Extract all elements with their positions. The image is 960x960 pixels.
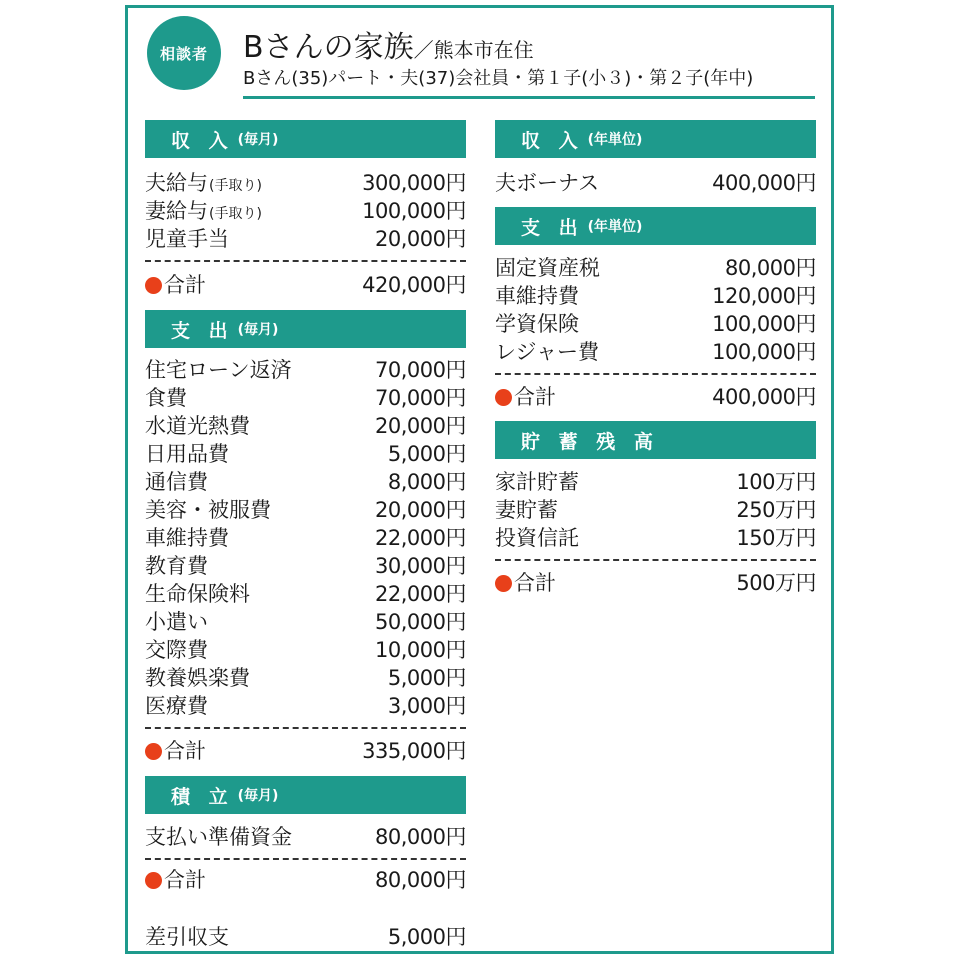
item-name: 住宅ローン返済: [145, 358, 292, 382]
item-name: 教育費: [145, 554, 208, 578]
list-item: [495, 253, 816, 281]
section-header-expense-monthly: [145, 310, 466, 348]
section-header-savings-balance: [495, 421, 816, 459]
consultant-badge: 相談者: [147, 16, 221, 90]
item-value: 20,000円: [375, 498, 466, 522]
item-name: 車維持費: [495, 284, 579, 308]
item-value: 100万円: [736, 470, 816, 494]
section-unit: (毎月): [237, 132, 279, 148]
section-unit: (年単位): [587, 132, 643, 148]
section-title: 収 入: [521, 129, 584, 152]
item-note: (手取り): [209, 178, 262, 194]
dashed-divider: [145, 727, 466, 729]
total-label: 合計: [164, 868, 206, 892]
item-value: 300,000円: [362, 171, 466, 195]
balance-label: 差引収支: [145, 925, 229, 949]
item-value: 22,000円: [375, 526, 466, 550]
total-row: [495, 568, 816, 596]
item-value: 20,000円: [375, 227, 466, 251]
list-item: [495, 495, 816, 523]
list-item: [145, 196, 466, 224]
item-value: 120,000円: [712, 284, 816, 308]
bullet-dot-icon: [495, 575, 512, 592]
item-value: 400,000円: [712, 171, 816, 195]
section-header-savings-monthly: [145, 776, 466, 814]
item-value: 100,000円: [712, 312, 816, 336]
total-label: 合計: [514, 571, 556, 595]
item-name: 投資信託: [495, 526, 579, 550]
list-item: [495, 281, 816, 309]
section-title: 支 出: [171, 319, 234, 342]
family-location: ／熊本市在住: [413, 38, 534, 62]
item-name: 固定資産税: [495, 256, 600, 280]
dashed-divider: [495, 373, 816, 375]
list-item: [145, 579, 466, 607]
item-name: 妻貯蓄: [495, 498, 558, 522]
item-value: 10,000円: [375, 638, 466, 662]
section-unit: (毎月): [237, 788, 279, 804]
family-title: [243, 22, 534, 66]
bullet-dot-icon: [145, 872, 162, 889]
section-title: 収 入: [171, 129, 234, 152]
family-name: Bさんの家族: [243, 30, 414, 65]
section-unit: (年単位): [587, 219, 643, 235]
list-item: [145, 607, 466, 635]
list-item: [145, 635, 466, 663]
total-value: 400,000円: [712, 385, 816, 409]
list-item: [145, 355, 466, 383]
list-item: [145, 439, 466, 467]
total-value: 335,000円: [362, 739, 466, 763]
balance-row: [145, 922, 466, 950]
dashed-divider: [145, 858, 466, 860]
total-row: [495, 382, 816, 410]
item-value: 50,000円: [375, 610, 466, 634]
item-name: 医療費: [145, 694, 208, 718]
item-name: 妻給与: [145, 199, 208, 223]
item-value: 3,000円: [387, 694, 466, 718]
section-title: 支 出: [521, 216, 584, 239]
item-value: 100,000円: [712, 340, 816, 364]
bullet-dot-icon: [145, 743, 162, 760]
list-item: [145, 822, 466, 850]
item-name: 家計貯蓄: [495, 470, 579, 494]
item-note: (手取り): [209, 206, 262, 222]
list-item: [145, 467, 466, 495]
item-name: 学資保険: [495, 312, 579, 336]
list-item: [145, 691, 466, 719]
bullet-dot-icon: [495, 389, 512, 406]
item-name: 交際費: [145, 638, 208, 662]
list-item: [495, 168, 816, 196]
section-unit: (毎月): [237, 322, 279, 338]
list-item: [495, 467, 816, 495]
item-name: 車維持費: [145, 526, 229, 550]
list-item: [145, 495, 466, 523]
item-value: 70,000円: [375, 386, 466, 410]
item-name: 支払い準備資金: [145, 825, 292, 849]
total-label: 合計: [514, 385, 556, 409]
section-title: 積 立: [171, 785, 234, 808]
item-value: 30,000円: [375, 554, 466, 578]
item-value: 5,000円: [387, 442, 466, 466]
list-item: [145, 663, 466, 691]
total-row: [145, 865, 466, 893]
item-value: 5,000円: [387, 666, 466, 690]
list-item: [145, 551, 466, 579]
list-item: [145, 224, 466, 252]
item-name: 児童手当: [145, 227, 229, 251]
section-header-income-monthly: [145, 120, 466, 158]
item-value: 8,000円: [387, 470, 466, 494]
bullet-dot-icon: [145, 277, 162, 294]
item-name: 小遣い: [145, 610, 208, 634]
total-label: 合計: [164, 273, 206, 297]
item-value: 70,000円: [375, 358, 466, 382]
item-value: 22,000円: [375, 582, 466, 606]
item-name: 生命保険料: [145, 582, 250, 606]
item-name: 食費: [145, 386, 187, 410]
item-value: 100,000円: [362, 199, 466, 223]
item-value: 80,000円: [375, 825, 466, 849]
item-name: 日用品費: [145, 442, 229, 466]
item-name: 美容・被服費: [145, 498, 271, 522]
list-item: [495, 309, 816, 337]
total-value: 420,000円: [362, 273, 466, 297]
family-members: Bさん(35)パート・夫(37)会社員・第１子(小３)・第２子(年中): [243, 68, 754, 89]
total-row: [145, 270, 466, 298]
item-name: 教養娯楽費: [145, 666, 250, 690]
total-value: 500万円: [736, 571, 816, 595]
dashed-divider: [495, 559, 816, 561]
list-item: [145, 383, 466, 411]
item-name: 通信費: [145, 470, 208, 494]
list-item: [495, 523, 816, 551]
list-item: [145, 523, 466, 551]
item-value: 250万円: [736, 498, 816, 522]
item-name: 夫給与: [145, 171, 208, 195]
section-header-income-yearly: [495, 120, 816, 158]
header-divider: [243, 96, 815, 99]
section-title: 貯 蓄 残 高: [521, 430, 659, 453]
balance-value: 5,000円: [387, 925, 466, 949]
item-value: 80,000円: [725, 256, 816, 280]
item-name: 水道光熱費: [145, 414, 250, 438]
total-label: 合計: [164, 739, 206, 763]
total-row: [145, 736, 466, 764]
dashed-divider: [145, 260, 466, 262]
list-item: [495, 337, 816, 365]
list-item: [145, 168, 466, 196]
item-name: 夫ボーナス: [495, 171, 600, 195]
total-value: 80,000円: [375, 868, 466, 892]
item-value: 20,000円: [375, 414, 466, 438]
item-name: レジャー費: [495, 340, 600, 364]
list-item: [145, 411, 466, 439]
section-header-expense-yearly: [495, 207, 816, 245]
item-value: 150万円: [736, 526, 816, 550]
